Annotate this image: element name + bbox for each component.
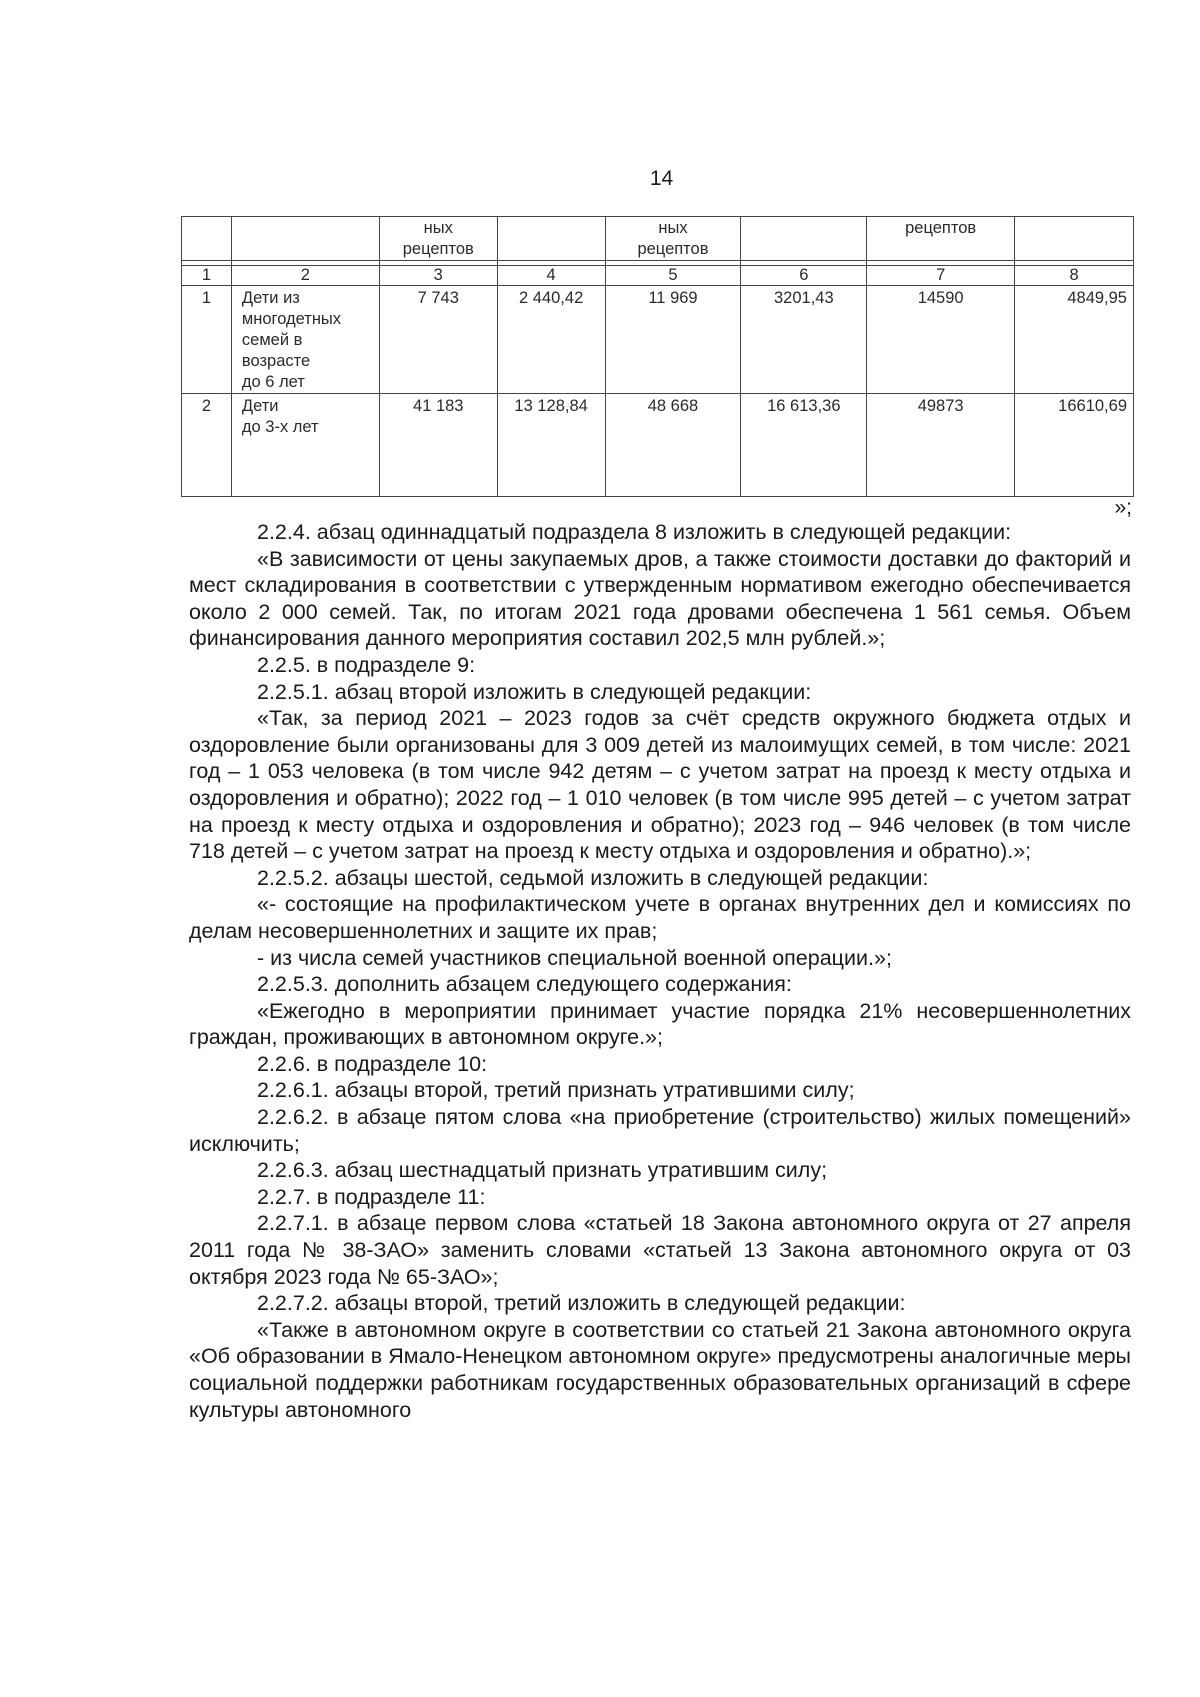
paragraph: 2.2.4. абзац одиннадцатый подраздела 8 изложить в следующей редакции: [257,520,1012,544]
table-cell: 2 440,42 [497,286,605,394]
column-number: 6 [741,266,867,286]
table-closing-quote: »; [1114,496,1132,519]
paragraph: 2.2.5.1. абзац второй изложить в следующей редакции: [257,679,812,704]
header-cell [182,217,232,261]
row-name: Дети из многодетных семей в возрасте до 6 лет [231,286,379,394]
column-number: 8 [1015,266,1134,286]
table-row [182,394,1134,497]
row-number: 1 [182,286,232,394]
header-cell [1015,217,1134,261]
table-cell: 4849,95 [1015,286,1134,394]
table-cell: 7 743 [379,286,497,394]
paragraph: 2.2.5.3. дополнить абзацем следующего содержания: [257,972,792,997]
page-number: 14 [649,167,674,190]
header-cell: ных рецептов [379,217,497,261]
header-cell [741,217,867,261]
paragraph: 2.2.6.2. в абзаце пятом слова «на приобретение (строительство) жилых помещений» исключить; [189,1105,1131,1156]
body-text [189,519,1131,1423]
header-cell [497,217,605,261]
paragraph: 2.2.7.1. в абзаце первом слова «статьей 18 Закона автономного округа от 27 апреля 2011 года № 38-ЗАО» заменить словами «статьей 13 Закона автономного округа от 03 октября 2023 года № 65-ЗАО»; [189,1211,1131,1289]
table-cell: 49873 [867,394,1015,497]
header-cell: ных рецептов [605,217,741,261]
column-number: 2 [231,266,379,286]
column-number: 1 [182,266,232,286]
paragraph: 2.2.5. в подразделе 9: [257,652,476,677]
paragraph: 2.2.6. в подразделе 10: [257,1051,488,1076]
paragraph: 2.2.6.1. абзацы второй, третий признать утратившими силу; [257,1078,855,1103]
table-cell: 14590 [867,286,1015,394]
paragraph: 2.2.7.2. абзацы второй, третий изложить в следующей редакции: [257,1291,906,1316]
column-number: 5 [605,266,741,286]
paragraph: - из числа семей участников специальной военной операции.»; [257,945,892,970]
paragraph: «Также в автономном округе в соответствии со статьей 21 Закона автономного округа «Об образовании в Ямало-Ненецком автономном округе» предусмотрены аналогичные меры социальной поддержки работникам государственных образовательных организаций в сфере культуры автономного [189,1317,1131,1422]
table-cell: 3201,43 [741,286,867,394]
table-cell: 13 128,84 [497,394,605,497]
table-cell: 16610,69 [1015,394,1134,497]
paragraph: 2.2.6.3. абзац шестнадцатый признать утратившим силу; [257,1158,828,1183]
table-cell: 11 969 [605,286,741,394]
column-number-row [182,266,1134,286]
header-cell [231,217,379,261]
paragraph: 2.2.7. в подразделе 11: [257,1184,486,1209]
table-row [182,286,1134,394]
column-number: 3 [379,266,497,286]
data-table [181,216,1134,497]
header-cell: рецептов [867,217,1015,261]
paragraph: «- состоящие на профилактическом учете в органах внутренних дел и комиссиях по делам несовершеннолетних и защите их прав; [189,892,1131,943]
row-number: 2 [182,394,232,497]
table-cell: 16 613,36 [741,394,867,497]
paragraph: «Так, за период 2021 – 2023 годов за счёт средств окружного бюджета отдых и оздоровление были организованы для 3 009 детей из малоимущих семей, в том числе: 2021 год – 1 053 человека (в том числе 942 детям – с учетом затрат на проезд к месту отдыха и оздоровления и обратно); 2022 год – 1 010 человек (в том числе 995 детей – с учетом затрат на проезд к месту отдыха и оздоровления и обратно); 2023 год – 946 человек (в том числе 718 детей – с учетом затрат на проезд к месту отдыха и оздоровления и обратно).»; [189,706,1131,864]
table-cell: 48 668 [605,394,741,497]
table-cell: 41 183 [379,394,497,497]
table-header-fragment-row [182,217,1134,261]
column-number: 4 [497,266,605,286]
paragraph: «Ежегодно в мероприятии принимает участие порядка 21% несовершеннолетних граждан, проживающих в автономном округе.»; [189,998,1131,1050]
paragraph: 2.2.5.2. абзацы шестой, седьмой изложить в следующей редакции: [257,865,929,890]
row-name: Дети до 3-х лет [231,394,379,497]
paragraph: «В зависимости от цены закупаемых дров, а также стоимости доставки до факторий и мест складирования в соответствии с утвержденным нормативом ежегодно обеспечивается около 2 000 семей. Так, по итогам 2021 года дровами обеспечена 1 561 семья. Объем финансирования данного мероприятия составил 202,5 млн рублей.»; [189,546,1131,651]
column-number: 7 [867,266,1015,286]
